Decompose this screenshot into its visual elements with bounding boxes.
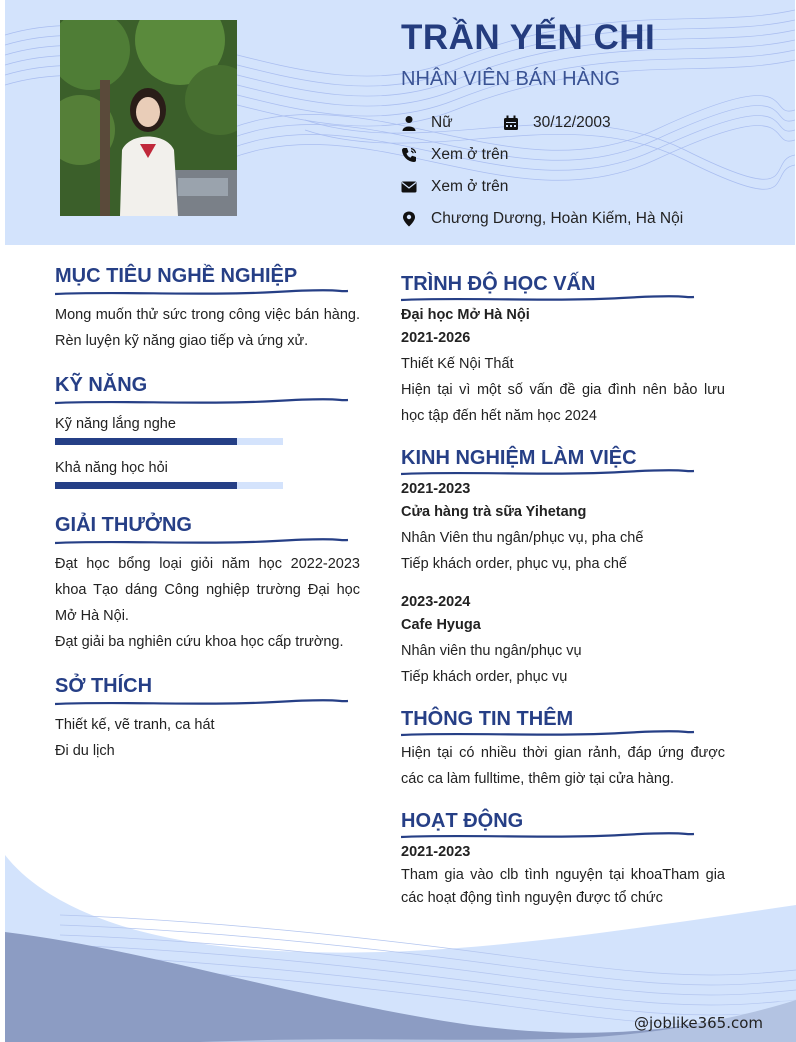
- skill-bar: [55, 482, 283, 489]
- award-line: Đạt học bổng loại giỏi năm học 2022-2023 khoa Tạo dáng Công nghiệp trường Đại học Mở Hà Nội.: [55, 556, 360, 624]
- bottom-wave-decoration: [0, 830, 796, 1042]
- job-title: NHÂN VIÊN BÁN HÀNG: [401, 68, 620, 90]
- hobby-line: Thiết kế, vẽ tranh, ca hát: [55, 717, 215, 733]
- candidate-name: TRẦN YẾN CHI: [401, 18, 656, 57]
- birthdate-row: [503, 111, 611, 135]
- objective-underline: [55, 289, 350, 297]
- map-pin-icon: [401, 211, 417, 227]
- hobby-line: Đi du lịch: [55, 743, 115, 759]
- activity-period: 2021-2023: [401, 844, 471, 860]
- extra-underline: [401, 730, 696, 738]
- email-value: Xem ở trên: [431, 178, 509, 195]
- job-company: Cửa hàng trà sữa Yihetang: [401, 504, 587, 520]
- education-school: Đại học Mở Hà Nội: [401, 307, 530, 323]
- envelope-icon: [401, 179, 417, 195]
- profile-photo: [60, 20, 237, 216]
- education-major: Thiết Kế Nội Thất: [401, 356, 514, 372]
- experience-underline: [401, 469, 696, 477]
- job-period: 2023-2024: [401, 594, 471, 610]
- education-period: 2021-2026: [401, 330, 471, 346]
- calendar-icon: [503, 115, 519, 131]
- email-row: [401, 175, 508, 199]
- address-row: [401, 207, 683, 231]
- footer-brand: @joblike365.com: [634, 1014, 764, 1032]
- awards-underline: [55, 538, 350, 546]
- gender-row: [401, 111, 453, 135]
- skill-bar: [55, 438, 283, 445]
- extra-text: Hiện tại có nhiều thời gian rảnh, đáp ứng được các ca làm fulltime, thêm giờ tại cửa hàng.: [401, 745, 725, 787]
- awards-heading: GIẢI THƯỞNG: [55, 514, 192, 536]
- skill-name: Kỹ năng lắng nghe: [55, 416, 176, 432]
- phone-value: Xem ở trên: [431, 146, 509, 163]
- activities-heading: HOẠT ĐỘNG: [401, 810, 524, 832]
- skills-heading: KỸ NĂNG: [55, 374, 148, 396]
- education-heading: TRÌNH ĐỘ HỌC VẤN: [401, 273, 596, 295]
- job-company: Cafe Hyuga: [401, 617, 481, 633]
- job-desc: Tiếp khách order, phục vụ: [401, 669, 568, 685]
- birthdate-value: 30/12/2003: [533, 114, 611, 131]
- skill-name: Khả năng học hỏi: [55, 460, 168, 476]
- phone-icon: [401, 147, 417, 163]
- job-desc: Tiếp khách order, phục vụ, pha chế: [401, 556, 627, 572]
- objective-heading: MỤC TIÊU NGHỀ NGHIỆP: [55, 265, 298, 287]
- header: [5, 0, 795, 245]
- education-note: Hiện tại vì một số vấn đề gia đình nên bảo lưu học tập đến hết năm học 2024: [401, 382, 725, 424]
- gender-value: Nữ: [431, 114, 453, 131]
- skills-underline: [55, 398, 350, 406]
- extra-heading: THÔNG TIN THÊM: [401, 708, 574, 730]
- job-role: Nhân Viên thu ngân/phục vụ, pha chế: [401, 530, 644, 546]
- award-line: Đạt giải ba nghiên cứu khoa học cấp trường.: [55, 634, 344, 650]
- objective-text: Mong muốn thử sức trong công việc bán hàng. Rèn luyện kỹ năng giao tiếp và ứng xử.: [55, 307, 360, 349]
- address-value: Chương Dương, Hoàn Kiếm, Hà Nội: [431, 210, 684, 227]
- experience-heading: KINH NGHIỆM LÀM VIỆC: [401, 447, 637, 469]
- hobbies-underline: [55, 699, 350, 707]
- user-icon: [401, 115, 417, 131]
- hobbies-heading: SỞ THÍCH: [55, 675, 153, 697]
- job-role: Nhân viên thu ngân/phục vụ: [401, 643, 582, 659]
- skill-bar-fill: [55, 438, 237, 445]
- job-period: 2021-2023: [401, 481, 471, 497]
- skill-bar-fill: [55, 482, 237, 489]
- education-underline: [401, 295, 696, 303]
- phone-row: [401, 143, 508, 167]
- activity-text: Tham gia vào clb tình nguyện tại khoaTham gia các hoạt động tình nguyện được tổ chức: [401, 867, 725, 906]
